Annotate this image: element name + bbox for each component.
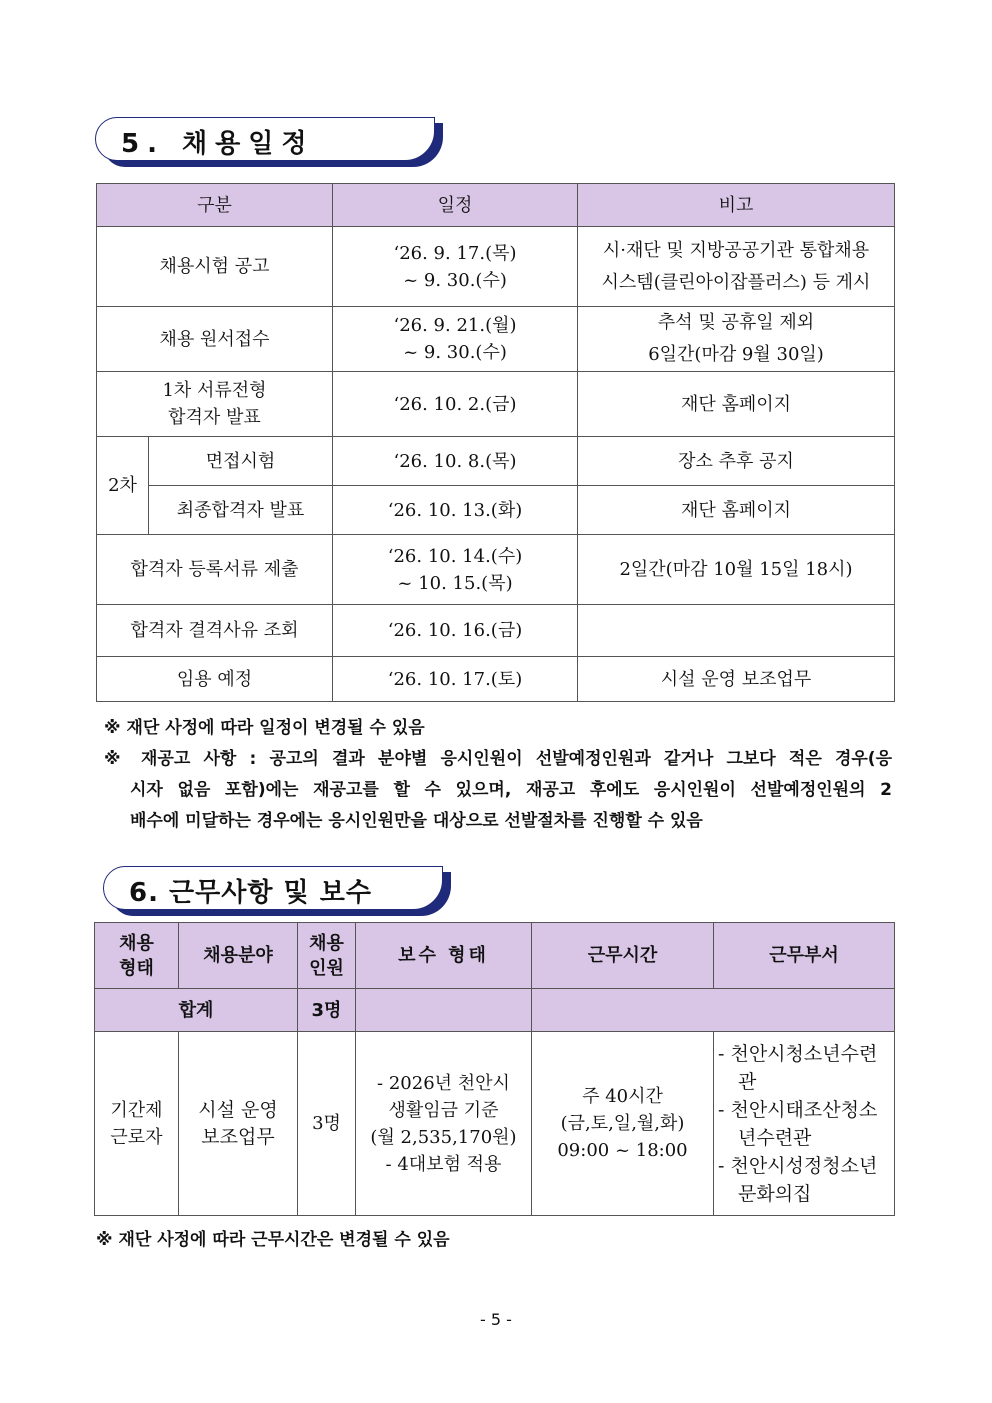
department-item: - 천안시청소년수련관	[718, 1042, 878, 1093]
total-empty	[532, 989, 895, 1032]
work-pay-table	[94, 922, 895, 1216]
date-start: ‘26. 9. 17.(목)	[393, 242, 517, 264]
section-5-title: 5. 채용일정	[121, 129, 315, 159]
row-label: 합격자 등록서류 제출	[97, 535, 333, 605]
table-row	[97, 605, 895, 657]
row-note: 재단 홈페이지	[578, 372, 895, 437]
row-label: 합격자 결격사유 조회	[97, 605, 333, 657]
row-note: 시설 운영 보조업무	[578, 657, 895, 702]
table-header-row	[95, 923, 895, 989]
row-label: 채용시험 공고	[97, 227, 333, 307]
pay-line: (월 2,535,170원)	[370, 1126, 517, 1148]
work-hours	[532, 1032, 714, 1216]
department	[714, 1032, 895, 1216]
hours-line: 09:00 ~ 18:00	[557, 1140, 688, 1161]
pay-line: - 2026년 천안시	[377, 1072, 510, 1094]
header-headcount	[298, 923, 356, 989]
section-6-header	[103, 866, 453, 910]
row-date	[333, 535, 578, 605]
cell-line: 시설 운영	[198, 1098, 278, 1121]
field	[179, 1032, 298, 1216]
section-6-title: 6. 근무사항 및 보수	[129, 878, 372, 908]
row-date: ‘26. 10. 17.(토)	[333, 657, 578, 702]
header-hours: 근무시간	[532, 923, 714, 989]
department-list	[718, 1040, 890, 1208]
row-label	[97, 372, 333, 437]
cell-line: 보조업무	[201, 1125, 275, 1148]
note-line: 배수에 미달하는 경우에는 응시인원만을 대상으로 선발절차를 진행할 수 있음	[130, 811, 703, 831]
header-line: 채용	[119, 932, 154, 954]
note-line: 시·재단 및 지방공공기관 통합채용	[602, 239, 870, 261]
note-line: 시자 없음 포함)에는 재공고를 할 수 있으며, 재공고 후에도 응시인원이 선발예정인원의 2	[130, 780, 892, 800]
row-date: ‘26. 10. 8.(목)	[333, 437, 578, 486]
cell-line: 기간제	[110, 1099, 163, 1121]
schedule-notes	[104, 713, 892, 837]
header-category: 구분	[97, 184, 333, 227]
total-count: 3명	[298, 989, 356, 1032]
total-row	[95, 989, 895, 1032]
row-label: 임용 예정	[97, 657, 333, 702]
total-label: 합계	[95, 989, 298, 1032]
date-start: ‘26. 9. 21.(월)	[393, 315, 517, 336]
row-date: ‘26. 10. 2.(금)	[333, 372, 578, 437]
header-line: 인원	[309, 957, 344, 979]
table-header-row	[97, 184, 895, 227]
table-row	[97, 372, 895, 437]
header-employment-type	[95, 923, 179, 989]
row-note: 2일간(마감 10월 15일 18시)	[578, 535, 895, 605]
date-end: ~ 10. 15.(목)	[397, 572, 513, 594]
hours-line: 주 40시간	[582, 1086, 663, 1107]
header-schedule: 일정	[333, 184, 578, 227]
row-note: 재단 홈페이지	[578, 486, 895, 535]
table-row	[97, 535, 895, 605]
work-hours-note: ※ 재단 사정에 따라 근무시간은 변경될 수 있음	[96, 1230, 450, 1250]
pay-type	[356, 1032, 532, 1216]
row-note: 장소 추후 공지	[578, 437, 895, 486]
row-label: 채용 원서접수	[97, 307, 333, 372]
total-empty	[356, 989, 532, 1032]
header-line: 형태	[119, 957, 154, 979]
note-line: 추석 및 공휴일 제외	[657, 312, 815, 333]
department-item: - 천안시태조산청소년수련관	[718, 1098, 878, 1149]
headcount: 3명	[298, 1032, 356, 1216]
pay-line: - 4대보험 적용	[385, 1153, 502, 1175]
row-date: ‘26. 10. 13.(화)	[333, 486, 578, 535]
employment-type	[95, 1032, 179, 1216]
header-department: 근무부서	[714, 923, 895, 989]
group-label: 2차	[97, 437, 149, 535]
cell-line: 근로자	[110, 1126, 163, 1148]
row-note	[578, 227, 895, 307]
note-line: ※ 재공고 사항 : 공고의 결과 분야별 응시인원이 선발예정인원과 같거나 그보다 적은 경우(응	[104, 749, 892, 769]
department-item: - 천안시성정청소년문화의집	[718, 1154, 878, 1205]
table-row	[97, 307, 895, 372]
table-row	[97, 486, 895, 535]
label-line: 1차 서류전형	[162, 380, 267, 401]
header-field: 채용분야	[179, 923, 298, 989]
note-line: ※ 재단 사정에 따라 일정이 변경될 수 있음	[104, 718, 425, 738]
row-note	[578, 605, 895, 657]
header-remarks: 비고	[578, 184, 895, 227]
hours-line: (금,토,일,월,화)	[560, 1113, 685, 1134]
note-line: 6일간(마감 9월 30일)	[648, 344, 824, 365]
row-note	[578, 307, 895, 372]
note-line: 시스템(클린아이잡플러스) 등 게시	[601, 271, 871, 293]
date-end: ~ 9. 30.(수)	[403, 342, 507, 363]
header-line: 채용	[309, 932, 344, 954]
table-row	[97, 437, 895, 486]
page-number: - 5 -	[480, 1310, 512, 1329]
row-label: 최종합격자 발표	[149, 486, 333, 535]
section-5-header	[95, 117, 445, 161]
table-row	[97, 227, 895, 307]
table-row	[97, 657, 895, 702]
table-row	[95, 1032, 895, 1216]
row-label: 면접시험	[149, 437, 333, 486]
header-pay: 보수 형태	[356, 923, 532, 989]
label-line: 합격자 발표	[168, 407, 261, 428]
schedule-table	[96, 183, 895, 702]
date-end: ~ 9. 30.(수)	[403, 269, 507, 291]
row-date	[333, 307, 578, 372]
row-date	[333, 227, 578, 307]
date-start: ‘26. 10. 14.(수)	[387, 545, 523, 567]
pay-line: 생활임금 기준	[388, 1099, 499, 1121]
row-date: ‘26. 10. 16.(금)	[333, 605, 578, 657]
